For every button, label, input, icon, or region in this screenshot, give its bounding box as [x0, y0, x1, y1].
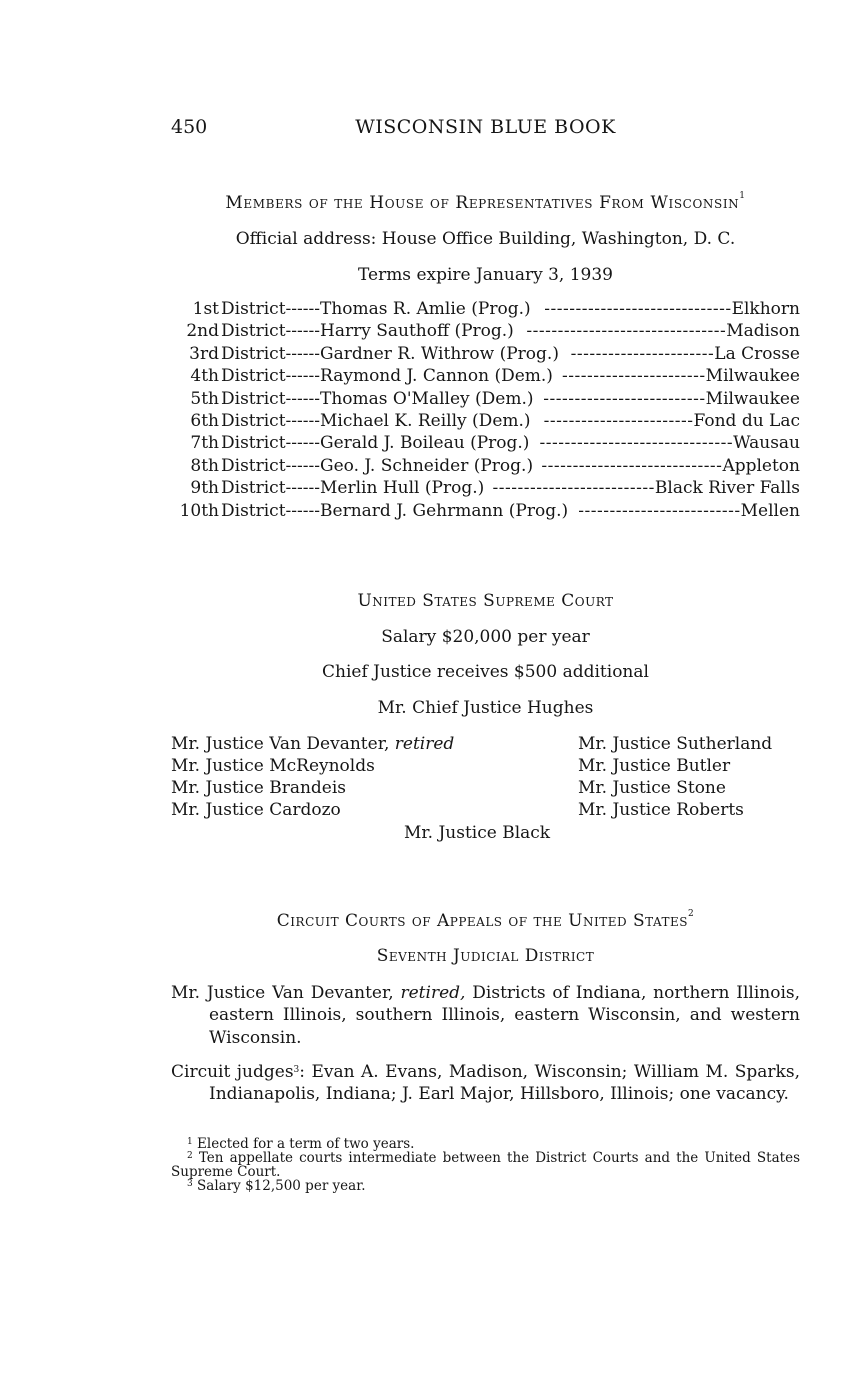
leader-dashes: -------------------------------: [539, 433, 734, 454]
supreme-court-title: United States Supreme Court: [357, 591, 614, 611]
van-devanter-paragraph-districts: Districts of Indiana, northern Illinois, eastern Illinois, southern Illinois, eastern Wisconsin, and western Wisconsin.: [209, 983, 801, 1048]
supreme-salary: Salary $20,000 per year: [381, 627, 590, 647]
district-number: 9th: [190, 478, 219, 499]
justice-right-4: Mr. Justice Roberts: [578, 800, 744, 820]
circuit-courts-title: [171, 911, 800, 931]
representative-town: Black River Falls: [654, 478, 800, 499]
representative-town: Appleton: [722, 455, 800, 476]
page-number: 450: [171, 116, 208, 138]
footnote-1-mark: 1: [187, 1137, 193, 1147]
district-label: District: [221, 478, 286, 499]
house-title-text: Members of the House of Representatives From Wisconsin: [225, 193, 740, 213]
leader-dashes: ------: [285, 500, 321, 521]
district-row: [171, 344, 800, 366]
footnote-3-mark: 3: [187, 1179, 193, 1189]
district-label: District: [221, 411, 286, 431]
justice-right-1: Mr. Justice Sutherland: [578, 734, 773, 754]
representative-name: Bernard J. Gehrmann (Prog.): [320, 500, 569, 521]
leader-dashes: ------------------------: [543, 411, 694, 431]
district-number: 2nd: [186, 321, 219, 342]
representative-town: Madison: [726, 321, 800, 342]
footnote-3: [171, 1179, 800, 1193]
representative-town: Fond du Lac: [693, 411, 800, 431]
footnote-2-mark: 2: [187, 1151, 193, 1161]
running-title: WISCONSIN BLUE BOOK: [355, 116, 616, 138]
circuit-title-footnote-mark: 2: [687, 909, 695, 919]
circuit-judges-paragraph: [171, 1061, 800, 1106]
house-section-title: [171, 193, 800, 213]
district-number: 3rd: [189, 343, 219, 364]
leader-dashes: ------: [285, 411, 321, 431]
leader-dashes: -----------------------: [562, 366, 706, 387]
leader-dashes: ------: [285, 433, 321, 454]
district-row: [171, 389, 800, 411]
leader-dashes: --------------------------------: [526, 321, 727, 342]
circuit-title-text: Circuit Courts of Appeals of the United States: [276, 911, 688, 931]
district-label: District: [221, 299, 286, 319]
leader-dashes: --------------------------: [492, 478, 655, 499]
leader-dashes: ------: [285, 478, 321, 499]
justice-van-devanter: [171, 733, 454, 755]
district-label: District: [221, 500, 286, 521]
justice-left-2: Mr. Justice Brandeis: [171, 778, 347, 798]
representative-name: Raymond J. Cannon (Dem.): [320, 366, 553, 387]
seventh-district-title: Seventh Judicial District: [376, 946, 595, 966]
justice-right-3: Mr. Justice Stone: [578, 778, 726, 798]
district-row: [171, 366, 800, 388]
justice-left-1: Mr. Justice McReynolds: [171, 756, 375, 776]
footnotes: [171, 1137, 800, 1193]
justice-van-devanter-name: Mr. Justice Van Devanter,: [171, 734, 390, 754]
van-devanter-paragraph: [171, 982, 800, 1049]
van-devanter-paragraph-lead: Mr. Justice Van Devanter,: [171, 983, 394, 1003]
district-number: 10th: [179, 500, 219, 521]
district-row: [171, 433, 800, 455]
circuit-judges-lead: Circuit judges: [171, 1062, 294, 1082]
terms-expire: Terms expire January 3, 1939: [357, 265, 614, 285]
chief-justice-additional: Chief Justice receives $500 additional: [322, 662, 649, 682]
district-label: District: [221, 433, 286, 454]
leader-dashes: ------------------------------: [544, 299, 732, 319]
district-number: 1st: [192, 299, 219, 319]
footnote-1: [171, 1137, 800, 1151]
justice-right-2: Mr. Justice Butler: [578, 756, 731, 776]
leader-dashes: --------------------------: [543, 388, 706, 409]
district-label: District: [221, 455, 286, 476]
leader-dashes: --------------------------: [578, 500, 741, 521]
district-row: [171, 299, 800, 321]
leader-dashes: ------: [285, 299, 321, 319]
district-row: [171, 478, 800, 500]
footnote-2: [171, 1151, 800, 1179]
district-label: District: [221, 343, 286, 364]
representative-name: Gerald J. Boileau (Prog.): [320, 433, 530, 454]
leader-dashes: ------: [285, 321, 321, 342]
district-row: [171, 456, 800, 478]
representative-town: Wausau: [733, 433, 800, 454]
district-number: 6th: [190, 411, 219, 431]
representative-name: Michael K. Reilly (Dem.): [320, 411, 531, 431]
representative-name: Gardner R. Withrow (Prog.): [320, 343, 559, 364]
leader-dashes: -----------------------: [570, 343, 715, 364]
district-row: [171, 411, 800, 433]
district-number: 5th: [190, 388, 219, 409]
footnote-3-text: Salary $12,500 per year.: [197, 1178, 366, 1194]
house-title-footnote-mark: 1: [739, 191, 746, 201]
district-label: District: [221, 388, 286, 409]
leader-dashes: ------: [285, 388, 321, 409]
representative-name: Thomas R. Amlie (Prog.): [320, 299, 531, 319]
district-label: District: [221, 366, 286, 387]
representative-name: Geo. J. Schneider (Prog.): [320, 455, 534, 476]
van-devanter-paragraph-retired: retired,: [400, 983, 466, 1003]
district-number: 7th: [190, 433, 219, 454]
representative-town: Elkhorn: [731, 299, 800, 319]
representative-town: Milwaukee: [705, 366, 800, 387]
chief-justice-name: Mr. Chief Justice Hughes: [377, 698, 594, 718]
official-address: Official address: House Office Building, Washington, D. C.: [235, 229, 736, 249]
footnote-2-text: Ten appellate courts intermediate between the District Courts and the United States Supreme Court.: [171, 1150, 800, 1180]
representative-name: Harry Sauthoff (Prog.): [320, 321, 514, 342]
representative-name: Thomas O'Malley (Dem.): [320, 388, 534, 409]
footnote-1-text: Elected for a term of two years.: [197, 1136, 415, 1152]
representative-town: Mellen: [740, 500, 800, 521]
justice-left-3: Mr. Justice Cardozo: [171, 800, 341, 820]
district-number: 8th: [190, 455, 219, 476]
circuit-judges-list: : Evan A. Evans, Madison, Wisconsin; William M. Sparks, Indianapolis, Indiana; J. Earl Major, Hillsboro, Illinois; one vacancy.: [209, 1062, 800, 1105]
representative-town: Milwaukee: [705, 388, 800, 409]
district-row: [171, 501, 800, 523]
representative-town: La Crosse: [714, 343, 800, 364]
leader-dashes: ------: [285, 366, 321, 387]
district-number: 4th: [190, 366, 219, 387]
leader-dashes: ------: [285, 343, 321, 364]
district-label: District: [221, 321, 286, 342]
leader-dashes: -----------------------------: [541, 455, 723, 476]
justice-retired-note: retired: [394, 734, 455, 754]
circuit-judges-footnote-mark: 3: [293, 1065, 300, 1075]
representative-name: Merlin Hull (Prog.): [320, 478, 485, 499]
leader-dashes: ------: [285, 455, 321, 476]
district-row: [171, 321, 800, 343]
justice-black: Mr. Justice Black: [404, 823, 551, 843]
